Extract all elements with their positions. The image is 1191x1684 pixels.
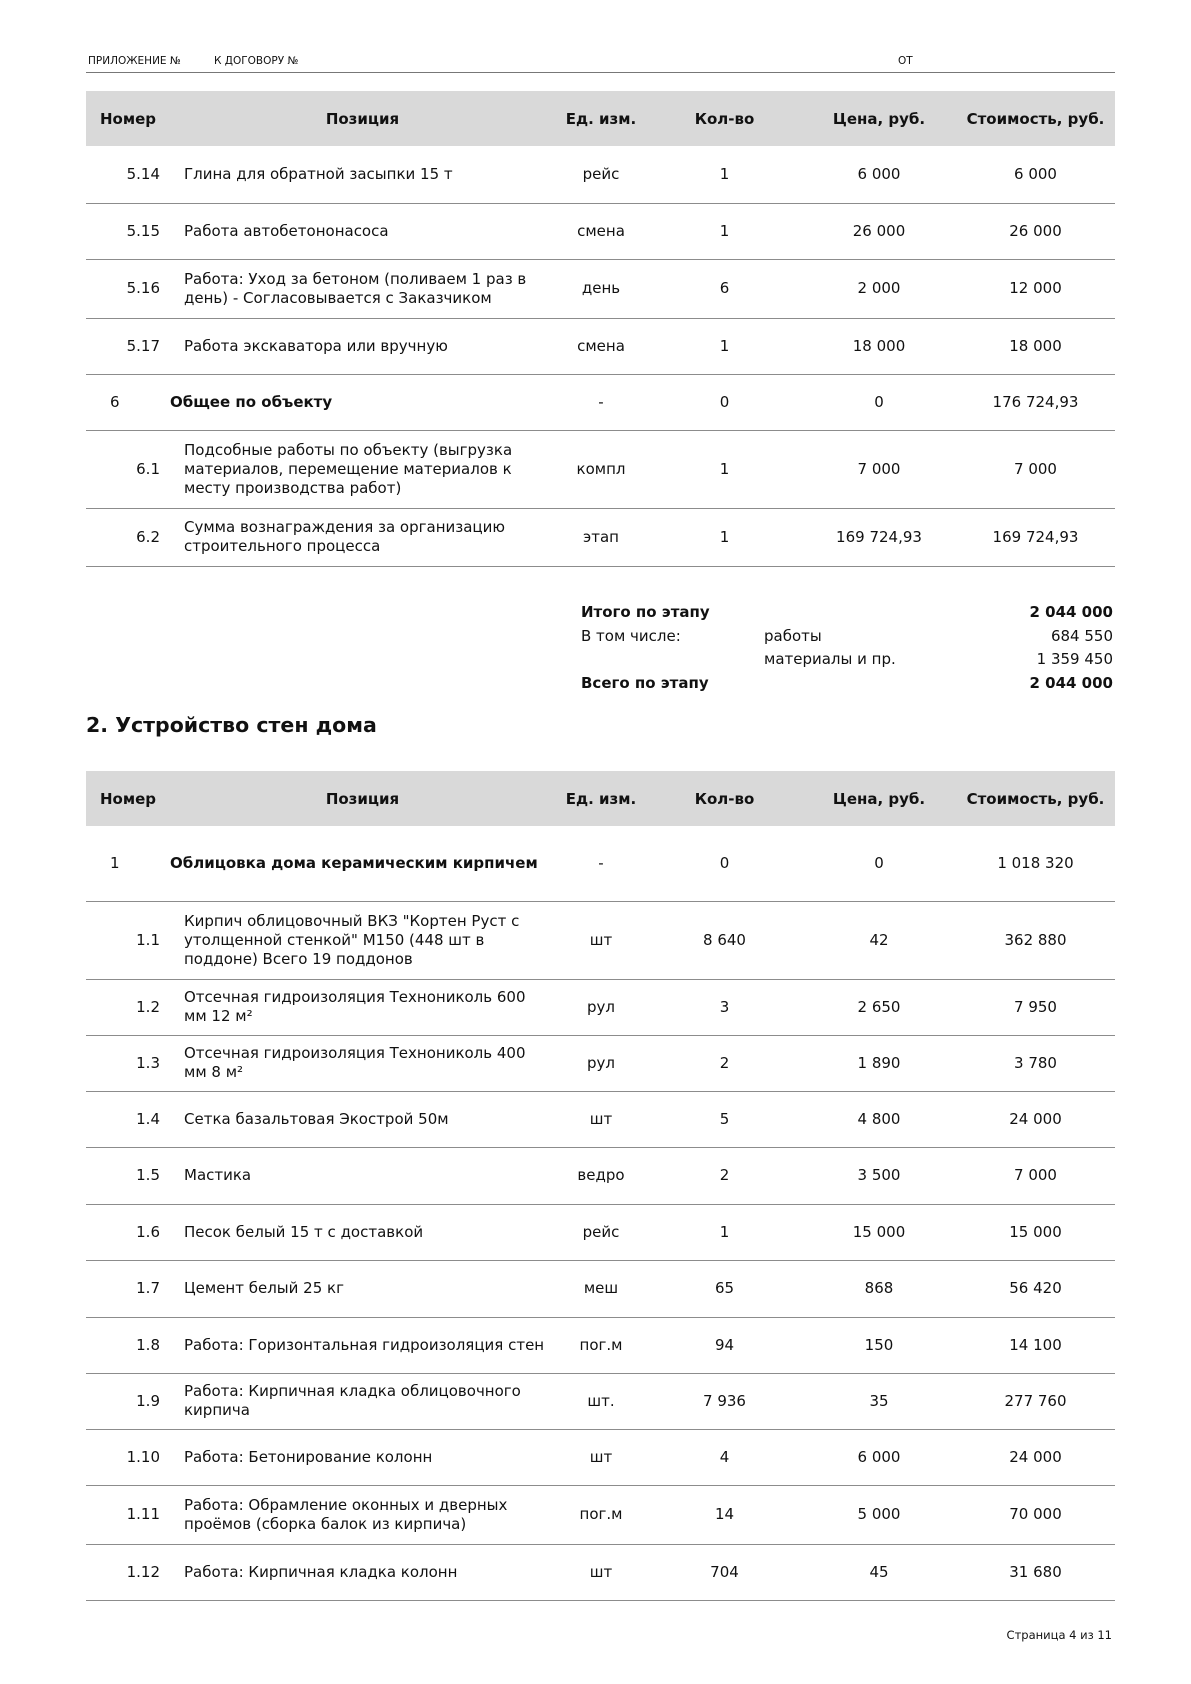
col-header-unit: Ед. изм.	[555, 91, 647, 146]
cell-position: Мастика	[170, 1147, 555, 1204]
table-row	[86, 318, 1115, 374]
cell-cost: 169 724,93	[956, 508, 1115, 566]
cell-number: 1.10	[86, 1429, 170, 1485]
cell-unit: шт	[555, 1544, 647, 1600]
table-row	[86, 1485, 1115, 1544]
cell-number: 1.11	[86, 1485, 170, 1544]
table-group-row	[86, 826, 1115, 901]
cell-position: Песок белый 15 т с доставкой	[170, 1204, 555, 1260]
cell-cost: 18 000	[956, 318, 1115, 374]
cell-position: Подсобные работы по объекту (выгрузка материалов, перемещение материалов к месту производства работ)	[170, 430, 555, 508]
cell-price: 4 800	[802, 1091, 956, 1147]
table-row	[86, 203, 1115, 259]
cell-position: Работа: Обрамление оконных и дверных проёмов (сборка балок из кирпича)	[170, 1485, 555, 1544]
stage-summary	[581, 603, 1115, 697]
cell-position: Работа: Уход за бетоном (поливаем 1 раз в день) - Согласовывается с Заказчиком	[170, 259, 555, 318]
estimate-table-stage-1	[86, 91, 1115, 567]
cell-price: 6 000	[802, 1429, 956, 1485]
cell-position: Отсечная гидроизоляция Технониколь 600 мм 12 м²	[170, 979, 555, 1035]
cell-price: 868	[802, 1260, 956, 1317]
cell-cost: 15 000	[956, 1204, 1115, 1260]
cell-position: Глина для обратной засыпки 15 т	[170, 146, 555, 203]
cell-position: Сетка базальтовая Экострой 50м	[170, 1091, 555, 1147]
table-row	[86, 1373, 1115, 1429]
cell-price: 26 000	[802, 203, 956, 259]
cell-cost: 24 000	[956, 1091, 1115, 1147]
materials-value: 1 359 450	[1036, 650, 1113, 668]
cell-qty: 65	[647, 1260, 802, 1317]
cell-price: 5 000	[802, 1485, 956, 1544]
cell-position: Общее по объекту	[170, 374, 555, 430]
cell-qty: 3	[647, 979, 802, 1035]
cell-unit: рейс	[555, 1204, 647, 1260]
cell-number: 6	[86, 374, 170, 430]
table-group-row	[86, 374, 1115, 430]
cell-price: 2 000	[802, 259, 956, 318]
cell-price: 169 724,93	[802, 508, 956, 566]
cell-price: 0	[802, 374, 956, 430]
table-row	[86, 1035, 1115, 1091]
cell-price: 150	[802, 1317, 956, 1373]
cell-cost: 70 000	[956, 1485, 1115, 1544]
cell-price: 15 000	[802, 1204, 956, 1260]
col-header-price: Цена, руб.	[802, 771, 956, 826]
cell-unit: пог.м	[555, 1485, 647, 1544]
works-value: 684 550	[1050, 626, 1113, 645]
col-header-number: Номер	[86, 91, 170, 146]
page-header	[86, 55, 1115, 73]
page-number: Страница 4 из 11	[1006, 1628, 1112, 1642]
col-header-qty: Кол-во	[647, 771, 802, 826]
cell-position: Цемент белый 25 кг	[170, 1260, 555, 1317]
cell-price: 6 000	[802, 146, 956, 203]
cell-unit: день	[555, 259, 647, 318]
table-header-row	[86, 91, 1115, 146]
cell-unit: компл	[555, 430, 647, 508]
cell-qty: 94	[647, 1317, 802, 1373]
cell-number: 5.16	[86, 259, 170, 318]
cell-number: 1.8	[86, 1317, 170, 1373]
cell-unit: -	[555, 826, 647, 901]
cell-unit: меш	[555, 1260, 647, 1317]
table-row	[86, 1204, 1115, 1260]
cell-qty: 4	[647, 1429, 802, 1485]
table-header-row	[86, 771, 1115, 826]
cell-cost: 24 000	[956, 1429, 1115, 1485]
cell-number: 1.5	[86, 1147, 170, 1204]
cell-number: 1.7	[86, 1260, 170, 1317]
estimate-table-stage-2	[86, 771, 1115, 1601]
table-row	[86, 1147, 1115, 1204]
cell-position: Работа автобетононасоса	[170, 203, 555, 259]
cell-number: 1.2	[86, 979, 170, 1035]
cell-qty: 1	[647, 430, 802, 508]
cell-qty: 1	[647, 146, 802, 203]
cell-unit: шт.	[555, 1373, 647, 1429]
cell-cost: 176 724,93	[956, 374, 1115, 430]
table-row	[86, 1317, 1115, 1373]
cell-position: Работа экскаватора или вручную	[170, 318, 555, 374]
cell-qty: 7 936	[647, 1373, 802, 1429]
cell-position: Сумма вознаграждения за организацию строительного процесса	[170, 508, 555, 566]
cell-price: 0	[802, 826, 956, 901]
cell-qty: 2	[647, 1035, 802, 1091]
cell-number: 6.1	[86, 430, 170, 508]
cell-unit: пог.м	[555, 1317, 647, 1373]
col-header-position: Позиция	[170, 91, 555, 146]
col-header-number: Номер	[86, 771, 170, 826]
grand-total-value: 2 044 000	[1029, 673, 1113, 692]
cell-qty: 5	[647, 1091, 802, 1147]
total-value: 2 044 000	[1029, 603, 1113, 621]
col-header-position: Позиция	[170, 771, 555, 826]
cell-position: Работа: Кирпичная кладка облицовочного кирпича	[170, 1373, 555, 1429]
col-header-cost: Стоимость, руб.	[956, 771, 1115, 826]
cell-cost: 6 000	[956, 146, 1115, 203]
including-label: В том числе:	[581, 626, 681, 645]
cell-number: 1.3	[86, 1035, 170, 1091]
table-row	[86, 979, 1115, 1035]
cell-number: 1.6	[86, 1204, 170, 1260]
cell-price: 7 000	[802, 430, 956, 508]
col-header-unit: Ед. изм.	[555, 771, 647, 826]
cell-cost: 31 680	[956, 1544, 1115, 1600]
cell-cost: 7 000	[956, 1147, 1115, 1204]
cell-unit: смена	[555, 318, 647, 374]
cell-cost: 7 950	[956, 979, 1115, 1035]
cell-qty: 1	[647, 508, 802, 566]
cell-price: 3 500	[802, 1147, 956, 1204]
cell-unit: рейс	[555, 146, 647, 203]
table-row	[86, 259, 1115, 318]
cell-number: 1.12	[86, 1544, 170, 1600]
cell-unit: ведро	[555, 1147, 647, 1204]
cell-cost: 56 420	[956, 1260, 1115, 1317]
cell-unit: рул	[555, 979, 647, 1035]
col-header-cost: Стоимость, руб.	[956, 91, 1115, 146]
contract-label: К ДОГОВОРУ №	[214, 55, 299, 67]
cell-qty: 14	[647, 1485, 802, 1544]
cell-qty: 8 640	[647, 901, 802, 979]
cell-number: 1	[86, 826, 170, 901]
cell-qty: 0	[647, 374, 802, 430]
cell-price: 35	[802, 1373, 956, 1429]
section-title: 2. Устройство стен дома	[86, 713, 377, 737]
cell-qty: 704	[647, 1544, 802, 1600]
materials-label: материалы и пр.	[764, 650, 896, 668]
cell-price: 18 000	[802, 318, 956, 374]
cell-cost: 14 100	[956, 1317, 1115, 1373]
cell-number: 5.17	[86, 318, 170, 374]
table-row	[86, 1544, 1115, 1600]
cell-unit: смена	[555, 203, 647, 259]
total-label: Итого по этапу	[581, 603, 710, 621]
table-row	[86, 1260, 1115, 1317]
cell-qty: 1	[647, 1204, 802, 1260]
cell-cost: 277 760	[956, 1373, 1115, 1429]
cell-cost: 26 000	[956, 203, 1115, 259]
cell-unit: шт	[555, 1429, 647, 1485]
cell-position: Облицовка дома керамическим кирпичем	[170, 826, 555, 901]
cell-number: 6.2	[86, 508, 170, 566]
cell-number: 1.9	[86, 1373, 170, 1429]
cell-qty: 1	[647, 203, 802, 259]
cell-qty: 1	[647, 318, 802, 374]
cell-qty: 6	[647, 259, 802, 318]
cell-position: Работа: Горизонтальная гидроизоляция стен	[170, 1317, 555, 1373]
cell-qty: 0	[647, 826, 802, 901]
cell-unit: шт	[555, 901, 647, 979]
cell-position: Отсечная гидроизоляция Технониколь 400 мм 8 м²	[170, 1035, 555, 1091]
cell-price: 42	[802, 901, 956, 979]
cell-position: Работа: Бетонирование колонн	[170, 1429, 555, 1485]
date-label: ОТ	[898, 55, 913, 67]
cell-position: Работа: Кирпичная кладка колонн	[170, 1544, 555, 1600]
cell-cost: 12 000	[956, 259, 1115, 318]
cell-cost: 362 880	[956, 901, 1115, 979]
cell-price: 1 890	[802, 1035, 956, 1091]
table-row	[86, 1091, 1115, 1147]
table-row	[86, 1429, 1115, 1485]
table-row	[86, 901, 1115, 979]
cell-number: 5.15	[86, 203, 170, 259]
cell-unit: -	[555, 374, 647, 430]
cell-position: Кирпич облицовочный ВКЗ "Кортен Руст с утолщенной стенкой" М150 (448 шт в поддоне) Всего 19 поддонов	[170, 901, 555, 979]
cell-number: 1.4	[86, 1091, 170, 1147]
cell-price: 45	[802, 1544, 956, 1600]
cell-unit: рул	[555, 1035, 647, 1091]
cell-cost: 7 000	[956, 430, 1115, 508]
col-header-qty: Кол-во	[647, 91, 802, 146]
table-row	[86, 508, 1115, 566]
table-row	[86, 146, 1115, 203]
appendix-label: ПРИЛОЖЕНИЕ №	[88, 55, 181, 67]
cell-cost: 3 780	[956, 1035, 1115, 1091]
works-label: работы	[764, 626, 822, 645]
cell-cost: 1 018 320	[956, 826, 1115, 901]
cell-unit: этап	[555, 508, 647, 566]
cell-qty: 2	[647, 1147, 802, 1204]
table-row	[86, 430, 1115, 508]
cell-number: 1.1	[86, 901, 170, 979]
col-header-price: Цена, руб.	[802, 91, 956, 146]
cell-price: 2 650	[802, 979, 956, 1035]
grand-total-label: Всего по этапу	[581, 673, 709, 692]
cell-number: 5.14	[86, 146, 170, 203]
cell-unit: шт	[555, 1091, 647, 1147]
